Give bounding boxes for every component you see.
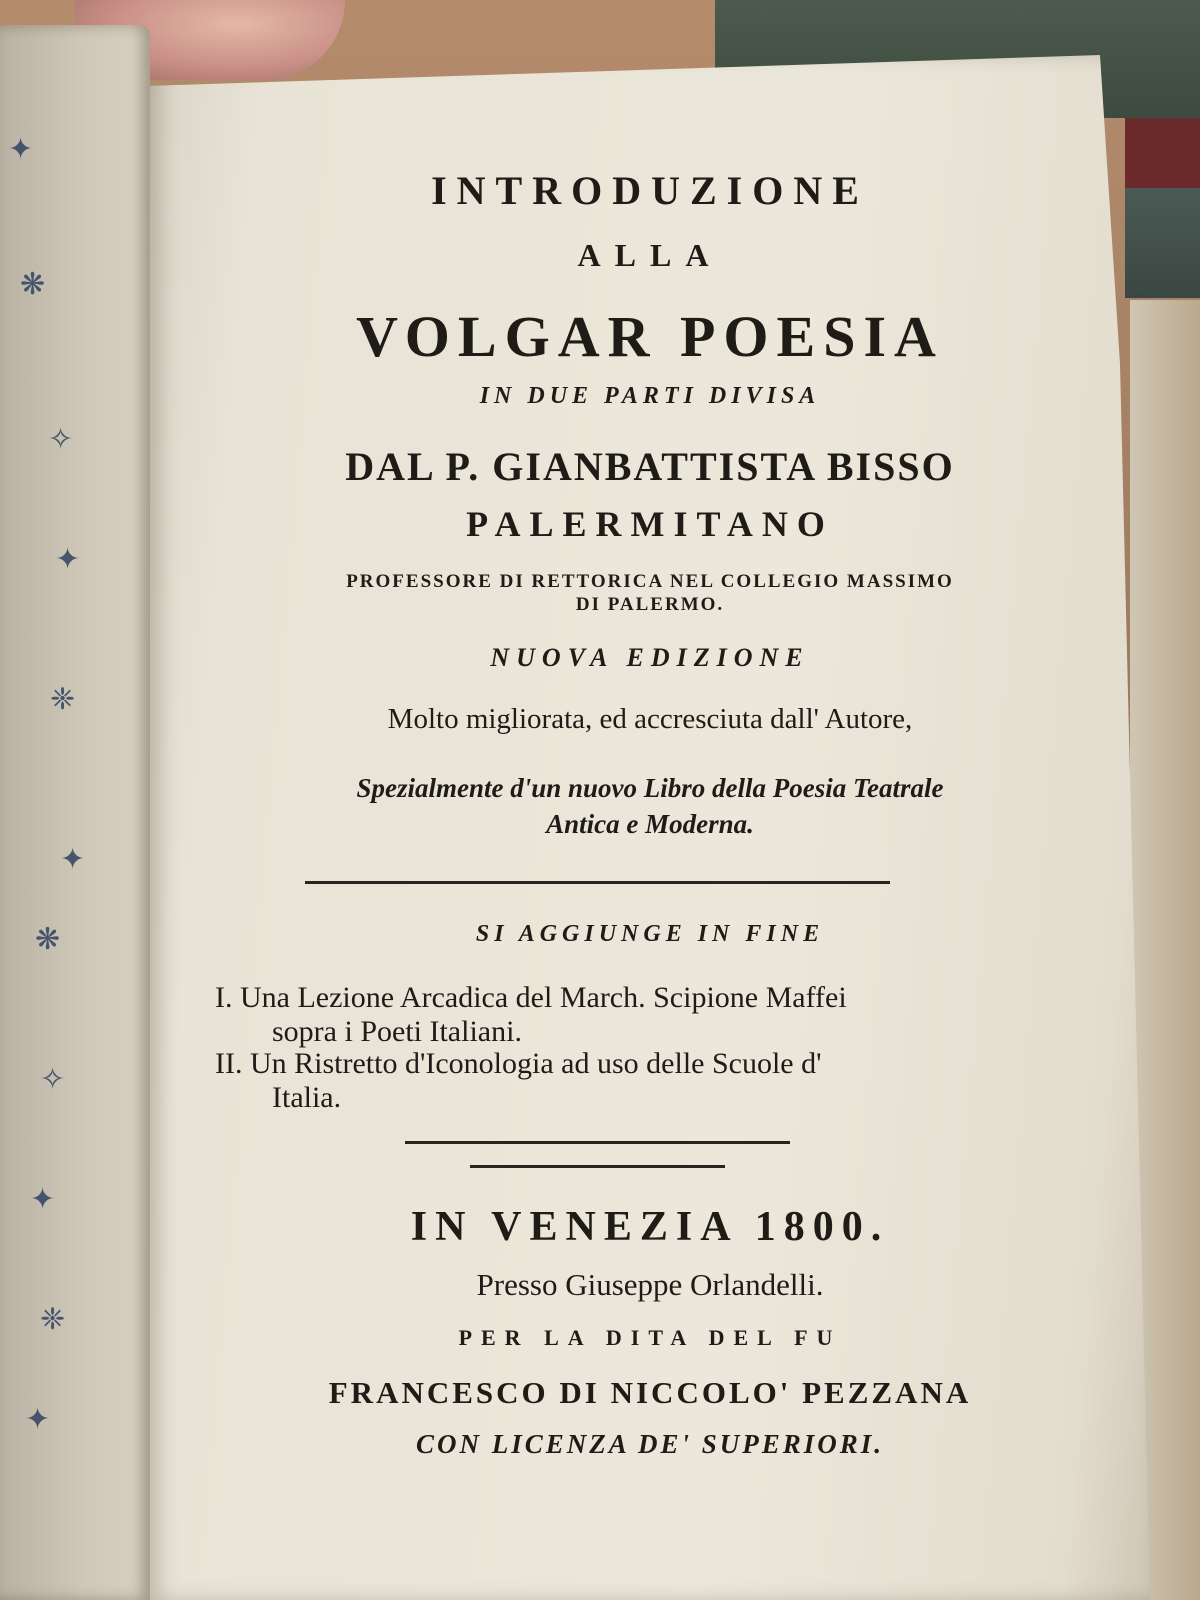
title-line-2: ALLA (577, 237, 723, 273)
imprint-heir: FRANCESCO DI NICCOLO' PEZZANA (328, 1375, 972, 1410)
edition: NUOVA EDIZIONE (490, 643, 810, 672)
title-line-1: INTRODUZIONE (431, 168, 869, 213)
appendix-item-1-line-1: I. Una Lezione Arcadica del March. Scipione Maffei (215, 981, 847, 1014)
special-line-1: Spezialmente d'un nuovo Libro della Poesia Teatrale (356, 773, 944, 803)
appendix-item-2-line-2: Italia. (272, 1081, 342, 1114)
appendix-heading: SI AGGIUNGE IN FINE (475, 921, 825, 947)
divider-rule-3 (470, 1165, 725, 1168)
author-role-line-1: PROFESSORE DI RETTORICA NEL COLLEGIO MASSIMO (346, 571, 954, 592)
author-line-2: PALERMITANO (466, 504, 834, 544)
imprint-for-line: PER LA DITA DEL FU (458, 1325, 842, 1350)
subtitle: IN DUE PARTI DIVISA (479, 383, 821, 409)
imprint-license: CON LICENZA DE' SUPERIORI. (415, 1429, 885, 1459)
author-line-1: DAL P. GIANBATTISTA BISSO (345, 444, 955, 489)
author-role-line-2: DI PALERMO. (575, 594, 725, 615)
marbled-endpaper: ✦ ❋ ✧ ✦ ❈ ✦ ❋ ✧ ✦ ❈ ✦ (0, 25, 150, 1600)
appendix-item-1-line-2: sopra i Poeti Italiani. (272, 1015, 522, 1048)
title-line-3: VOLGAR POESIA (356, 304, 944, 369)
imprint-place: IN VENEZIA 1800. (410, 1204, 890, 1250)
imprint-printer: Presso Giuseppe Orlandelli. (476, 1267, 824, 1302)
divider-rule-1 (305, 881, 890, 884)
edition-note: Molto migliorata, ed accresciuta dall' Autore, (387, 703, 913, 735)
appendix-item-2-line-1: II. Un Ristretto d'Iconologia ad uso delle Scuole d' (215, 1047, 822, 1080)
special-line-2: Antica e Moderna. (546, 809, 754, 839)
divider-rule-2 (405, 1141, 790, 1144)
